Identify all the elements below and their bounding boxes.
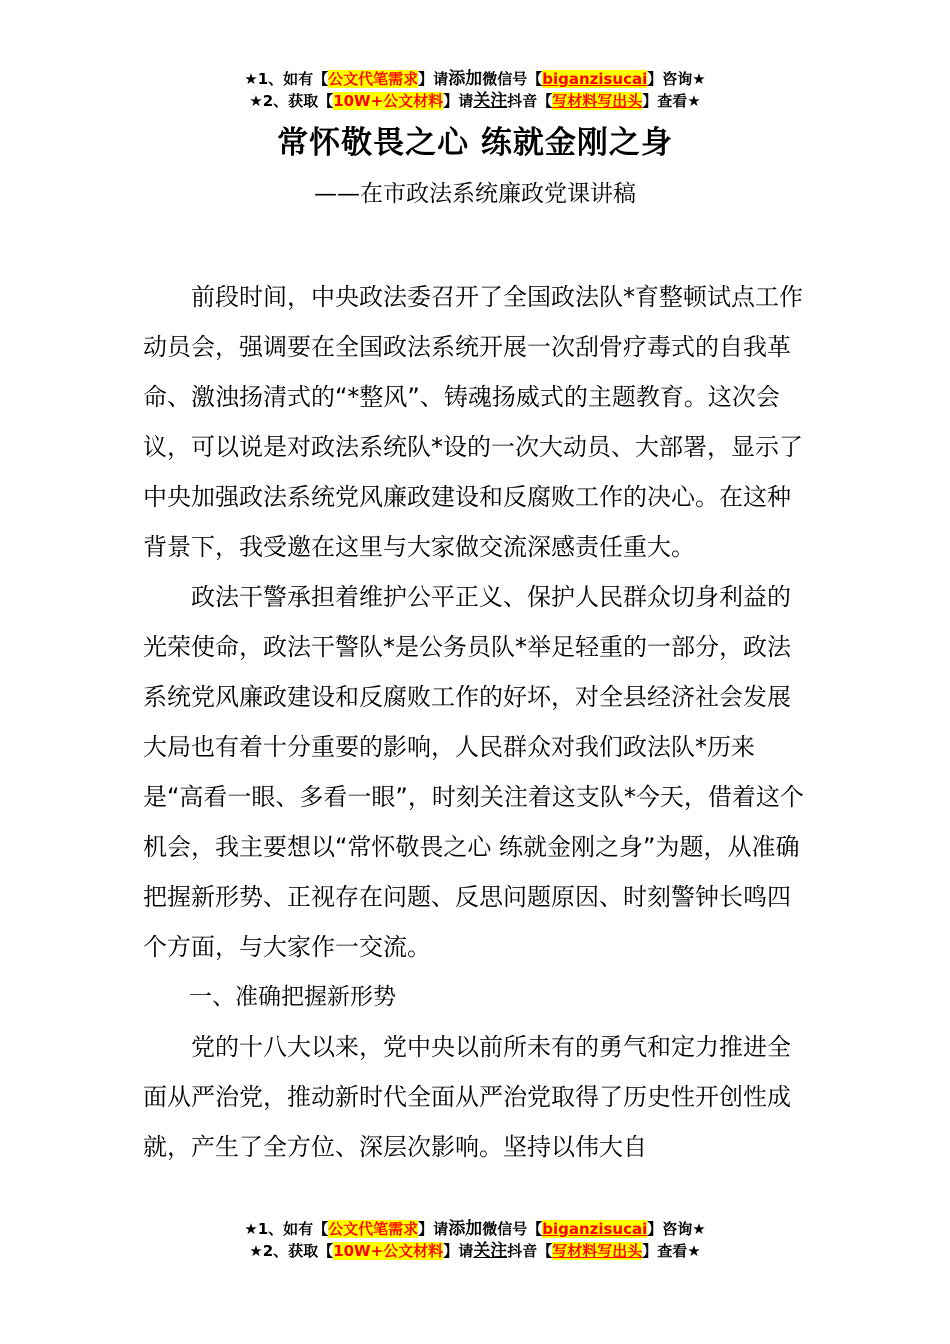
notice-line-2: ★2、获取【10W+公文材料】请关注抖音【写材料写出头】查看★ (249, 1241, 701, 1261)
footer-notice (0, 1218, 950, 1262)
section-heading: 一、准确把握新形势 (189, 984, 396, 1010)
notice-highlight-service: 公文代笔需求 (328, 70, 419, 88)
paragraph: 政法干警承担着维护公平正义、保护人民群众切身利益的光荣使命，政法干警队*是公务员队*举足轻重的一部分，政法系统党风廉政建设和反腐败工作的好坏，对全县经济社会发展大局也有着十分重要的影响，人民群众对我们政法队*历来是“高看一眼、多看一眼”，时刻关注着这支队*今天，借着这个机会，我主要想以“常怀敬畏之心 练就金刚之身”为题，从准确把握新形势、正视存在问题、反思问题原因、时刻警钟长鸣四个方面，与大家作一交流。 (143, 583, 804, 961)
notice-wechat-id: biganzisucai (542, 1220, 648, 1238)
notice-highlight-materials: 10W+公文材料 (333, 92, 444, 110)
header-notice (0, 68, 950, 112)
notice-douyin-id: 写材料写出头 (552, 92, 643, 110)
notice-douyin-id: 写材料写出头 (552, 1242, 643, 1260)
notice-line-1: ★1、如有【公文代笔需求】请添加微信号【biganzisucai】咨询★ (244, 1219, 706, 1239)
notice-line-1: ★1、如有【公文代笔需求】请添加微信号【biganzisucai】咨询★ (244, 69, 706, 89)
document-subtitle: ——在市政法系统廉政党课讲稿 (314, 181, 636, 207)
notice-wechat-id: biganzisucai (542, 70, 648, 88)
paragraph: 前段时间，中央政法委召开了全国政法队*育整顿试点工作动员会，强调要在全国政法系统开展一次刮骨疗毒式的自我革命、激浊扬清式的“*整风”、铸魂扬威式的主题教育。这次会议，可以说是对政法系统队*设的一次大动员、大部署，显示了中央加强政法系统党风廉政建设和反腐败工作的决心。在这种背景下，我受邀在这里与大家做交流深感责任重大。 (143, 283, 803, 561)
notice-line-2: ★2、获取【10W+公文材料】请关注抖音【写材料写出头】查看★ (249, 91, 701, 111)
document-title: 常怀敬畏之心 练就金刚之身 (277, 125, 673, 161)
paragraph: 党的十八大以来，党中央以前所未有的勇气和定力推进全面从严治党，推动新时代全面从严治党取得了历史性开创性成就，产生了全方位、深层次影响。坚持以伟大自 (143, 1033, 791, 1161)
document-body (143, 272, 813, 1172)
notice-highlight-materials: 10W+公文材料 (333, 1242, 444, 1260)
notice-highlight-service: 公文代笔需求 (328, 1220, 419, 1238)
